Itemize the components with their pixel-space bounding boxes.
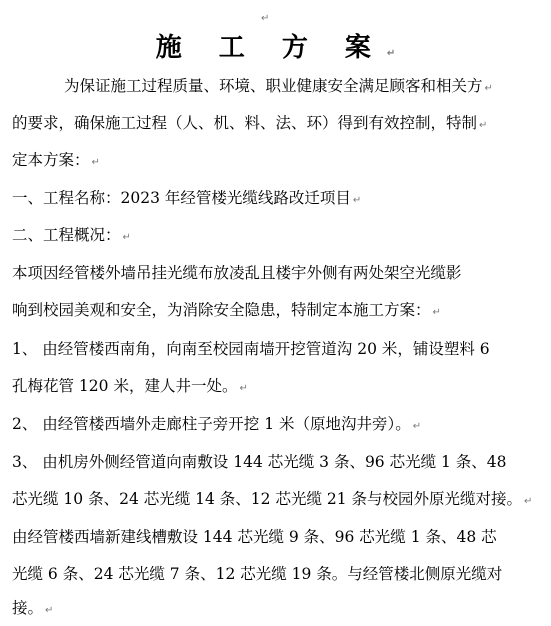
item-3-line-2 (12, 489, 542, 512)
intro-line-1 (64, 76, 542, 99)
text: 1、 由经管楼西南角，向南至校园南墙开挖管道沟 20 米，铺设塑料 6 (12, 340, 490, 358)
overview-line-2 (12, 300, 542, 323)
paragraph-mark: ↵ (484, 83, 493, 94)
item-4-line-3 (12, 598, 542, 621)
text: 由经管楼西墙新建线槽敷设 144 芯光缆 9 条、96 芯光缆 1 条、48 芯 (12, 528, 497, 546)
item-1-line-2 (12, 376, 542, 399)
paragraph-mark: ↵ (432, 307, 441, 318)
text: 定本方案： (12, 151, 90, 169)
item-4-line-2 (12, 564, 542, 584)
paragraph-mark: ↵ (524, 496, 533, 507)
paragraph-mark: ↵ (352, 195, 362, 206)
paragraph-mark: ↵ (122, 232, 131, 243)
paragraph-mark: ↵ (45, 605, 54, 616)
intro-line-3 (12, 150, 542, 173)
item-1-line-1 (12, 339, 542, 359)
item-2 (12, 414, 542, 437)
text: 的要求，确保施工过程（人、机、料、法、环）得到有效控制，特制 (12, 114, 478, 132)
intro-line-2 (12, 113, 542, 136)
item-3-line-1 (12, 452, 542, 472)
paragraph-mark: ↵ (386, 48, 410, 59)
text: 芯光缆 10 条、24 芯光缆 14 条、12 芯光缆 21 条与校园外原光缆对接。 (12, 490, 523, 508)
text: 二、工程概况： (12, 226, 121, 244)
paragraph-mark: ↵ (239, 383, 248, 394)
text: 本项因经管楼外墙吊挂光缆布放凌乱且楼宇外侧有两处架空光缆影 (12, 264, 462, 282)
section-overview-heading (12, 225, 542, 248)
paragraph-mark: ↵ (91, 157, 100, 168)
text: 响到校园美观和安全，为消除安全隐患，特制定本施工方案： (12, 301, 431, 319)
text: 3、 由机房外侧经管道向南敷设 144 芯光缆 3 条、96 芯光缆 1 条、48 (12, 453, 507, 471)
text: 2、 由经管楼西墙外走廊柱子旁开挖 1 米（原地沟井旁）。 (12, 415, 411, 433)
paragraph-mark: ↵ (261, 13, 270, 24)
document-title (0, 28, 551, 74)
paragraph-mark: ↵ (479, 120, 488, 131)
text: 接。 (12, 599, 44, 617)
title-text: 施 工 方 案 (155, 33, 385, 63)
section-project-name (12, 188, 542, 211)
paragraph-mark: ↵ (412, 421, 422, 432)
text: 一、工程名称：2023 年经管楼光缆线路改迁项目 (12, 189, 351, 207)
item-4-line-1 (12, 527, 542, 547)
overview-line-1 (12, 263, 542, 283)
text: 光缆 6 条、24 芯光缆 7 条、12 芯光缆 19 条。与经管楼北侧原光缆对 (12, 565, 503, 583)
text: 孔梅花管 120 米，建人井一处。 (12, 377, 238, 395)
text: 为保证施工过程质量、环境、职业健康安全满足顾客和相关方 (64, 77, 483, 95)
